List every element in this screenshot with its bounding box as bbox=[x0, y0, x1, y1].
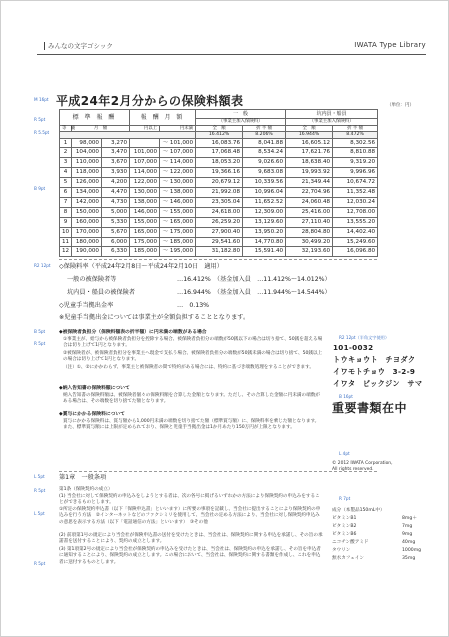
nutrition-item-name: ビタミンB2 bbox=[332, 524, 357, 529]
col-header-half2: 折 半 額 bbox=[333, 125, 378, 132]
table-cell: 8,302.56 bbox=[333, 138, 378, 148]
table-row bbox=[60, 138, 378, 148]
table-cell: 155,000 bbox=[130, 217, 160, 227]
table-cell: 10,996.04 bbox=[243, 188, 286, 198]
table-cell: 23,305.04 bbox=[196, 197, 243, 207]
table-cell: 134,000 bbox=[72, 188, 102, 198]
table-cell: 20,679.12 bbox=[196, 178, 243, 188]
spec-label-article-body: L 5pt bbox=[34, 511, 45, 516]
rates-mine-value: …16.944% （基金加入員 …11.944%〜14.544%） bbox=[177, 289, 331, 296]
table-cell: 16,096.80 bbox=[333, 247, 378, 257]
copyright-line-1: © 2012 IWATA Corporation, bbox=[332, 461, 393, 466]
table-cell: 16,083.76 bbox=[196, 138, 243, 148]
col-header-mine-sub: （事業主加入保険料） bbox=[286, 119, 378, 126]
table-cell: 1 bbox=[60, 138, 72, 148]
table-cell: 98,000 bbox=[72, 138, 102, 148]
table-cell: 142,000 bbox=[72, 197, 102, 207]
col-header-general: 一 般 bbox=[196, 110, 286, 119]
col-header-grade: 等 級 bbox=[60, 125, 72, 132]
nutrition-item bbox=[332, 556, 416, 562]
nutrition-item bbox=[332, 532, 413, 538]
rates-heading: ◇保険料率（平成24年2月8日〜平成24年2月10日 適用） bbox=[59, 263, 223, 270]
table-cell: 〜 130,000 bbox=[160, 178, 196, 188]
table-cell: 25,416.00 bbox=[286, 207, 333, 217]
note-paragraph-3: （注）①、②にかかわらず、事業主と被保険者の間で特約がある場合には、特約に基づき端数処理をすることができます。 bbox=[63, 365, 314, 370]
note-paragraph-1: ①事業主が、給与から被保険者負担分を控除する場合、被保険者負担分の端数が50銭以下の場合は切り捨て、50銭を超える場合は切り上げて1円となります。 bbox=[63, 337, 323, 349]
table-cell: 7 bbox=[60, 197, 72, 207]
premium-table-body bbox=[60, 138, 378, 257]
table-cell: 14,770.80 bbox=[243, 237, 286, 247]
page-title: 平成24年2月分からの保険料額表 bbox=[56, 94, 244, 108]
table-cell: 11,652.52 bbox=[243, 197, 286, 207]
note-paragraph-4: 納入告知書の保険料額は、被保険者個々の保険料額を合算した金額となります。ただし、その合算した金額に円未満の端数がある場合は、その端数を切り捨てた額となります。 bbox=[63, 393, 320, 405]
rate-mine-half: 8.472% bbox=[333, 132, 378, 139]
nutrition-item-amount: 9mg bbox=[402, 532, 413, 537]
table-row bbox=[60, 178, 378, 188]
premium-table bbox=[59, 109, 378, 257]
rates-general-label: 一般の被保険者等 bbox=[67, 276, 117, 283]
table-cell: 28,804.80 bbox=[286, 227, 333, 237]
table-cell: 12,708.00 bbox=[333, 207, 378, 217]
table-cell: 146,000 bbox=[130, 207, 160, 217]
table-cell: 18,638.40 bbox=[286, 158, 333, 168]
table-cell: 8,041.88 bbox=[243, 138, 286, 148]
table-cell: 30,499.20 bbox=[286, 237, 333, 247]
table-cell: 〜 138,000 bbox=[160, 188, 196, 198]
table-cell: 3 bbox=[60, 158, 72, 168]
col-header-from: 円以上 bbox=[130, 125, 160, 132]
table-cell: 6 bbox=[60, 188, 72, 198]
rate-general-full: 16.412% bbox=[196, 132, 243, 139]
table-cell: 12,309.00 bbox=[243, 207, 286, 217]
rates-general-value: …16.412% （基金加入員 …11.412%〜14.012%） bbox=[177, 276, 331, 283]
table-cell: 2 bbox=[60, 148, 72, 158]
table-cell: 175,000 bbox=[130, 237, 160, 247]
table-cell: 〜 114,000 bbox=[160, 158, 196, 168]
spec-label-article-more: R 5pt bbox=[34, 561, 46, 566]
child-allowance-label: ◇児童手当拠出金率 bbox=[59, 302, 114, 309]
table-cell: 11 bbox=[60, 237, 72, 247]
nutrition-item-name: ニコチン酸アミド bbox=[332, 540, 369, 545]
urgent-documents-label: 重要書類在中 bbox=[332, 401, 408, 415]
table-cell: 〜 195,000 bbox=[160, 247, 196, 257]
table-row bbox=[60, 247, 378, 257]
nutrition-item-name: タウリン bbox=[332, 548, 351, 553]
table-cell: 15,249.60 bbox=[333, 237, 378, 247]
note-heading-notice: ◆納入告知書の保険料額について bbox=[59, 386, 130, 391]
table-cell: 138,000 bbox=[130, 197, 160, 207]
spec-label-urgent: B 16pt bbox=[339, 394, 353, 399]
table-cell: 160,000 bbox=[72, 217, 102, 227]
table-cell: 15,591.40 bbox=[243, 247, 286, 257]
table-cell: 12 bbox=[60, 247, 72, 257]
note-paragraph-5: 賞与にかかる保険料は、賞与額から1,000円未満の端数を切り捨てた額（標準賞与額）に、保険料率を乗じた額となります。また、標準賞与額には上限が定められており、保険と児童手当拠出金は1か月あたり150万円が上限となります。 bbox=[63, 419, 320, 431]
table-cell: 16,605.12 bbox=[286, 138, 333, 148]
table-cell: 114,000 bbox=[130, 168, 160, 178]
table-row bbox=[60, 217, 378, 227]
col-header-range: 報 酬 月 額 bbox=[130, 110, 196, 126]
table-cell: 31,182.80 bbox=[196, 247, 243, 257]
table-cell: 107,000 bbox=[130, 158, 160, 168]
table-cell: 4,730 bbox=[102, 197, 130, 207]
nutrition-item bbox=[332, 540, 416, 546]
table-row bbox=[60, 227, 378, 237]
table-cell: 5,000 bbox=[102, 207, 130, 217]
section-divider bbox=[59, 259, 377, 260]
spec-label-body: B 9pt bbox=[34, 186, 46, 191]
article-paragraph-4: (3) 第1項第2号の規定により当会社が保険契約の申込みを受けたときは、当会社は、保険契約の申込を承諾し、その旨を申込者に通知することにより、保険契約の成立とします。この場合において、当会社は、保険契約に関する書類を作成し、これを申込者に送付するものとします。 bbox=[59, 547, 321, 565]
table-cell: 110,000 bbox=[72, 158, 102, 168]
table-cell: 17,068.48 bbox=[196, 148, 243, 158]
table-row bbox=[60, 168, 378, 178]
nutrition-item-amount: 7mg bbox=[402, 524, 413, 529]
table-cell: 9,026.60 bbox=[243, 158, 286, 168]
spec-label-notes-head: B 5pt bbox=[34, 329, 46, 334]
table-cell: 27,110.40 bbox=[286, 217, 333, 227]
nutrition-item-name: ビタミンB1 bbox=[332, 516, 357, 521]
table-cell: 29,541.60 bbox=[196, 237, 243, 247]
nutrition-item-amount: 35mg bbox=[402, 556, 416, 561]
nutrition-item-amount: 8mg＋ bbox=[402, 516, 417, 521]
table-cell: 24,060.48 bbox=[286, 197, 333, 207]
table-row bbox=[60, 188, 378, 198]
nutrition-item bbox=[332, 524, 413, 530]
rate-mine-full: 16.944% bbox=[286, 132, 333, 139]
nutrition-item bbox=[332, 516, 417, 522]
col-header-to: 円未満 bbox=[160, 125, 196, 132]
unit-note: （単位：円） bbox=[387, 103, 414, 108]
table-cell: 150,000 bbox=[72, 207, 102, 217]
spec-label-address: R2 12pt（半角文字使用） bbox=[339, 335, 390, 340]
table-cell: 122,000 bbox=[130, 178, 160, 188]
table-cell: 4 bbox=[60, 168, 72, 178]
table-cell: 17,621.76 bbox=[286, 148, 333, 158]
table-row bbox=[60, 148, 378, 158]
table-cell: 3,930 bbox=[102, 168, 130, 178]
table-cell: 3,470 bbox=[102, 148, 130, 158]
rates-mine-label: 坑内員・船員の被保険者 bbox=[67, 289, 136, 296]
note-heading-bonus: ◆賞与にかかる保険料について bbox=[59, 412, 125, 417]
article-subheading: 第1条（保険契約の成立） bbox=[59, 487, 113, 492]
address-line-1: トウキョウト チヨダク bbox=[333, 355, 416, 364]
table-cell: 180,000 bbox=[72, 237, 102, 247]
table-row bbox=[60, 237, 378, 247]
spec-label-rates: R2 12pt bbox=[34, 263, 51, 268]
rate-general-half: 8.206% bbox=[243, 132, 286, 139]
header-font-name: みんなの文字ゴシック bbox=[44, 42, 113, 50]
table-cell: 5,330 bbox=[102, 217, 130, 227]
spec-label-table: R 5.5pt bbox=[34, 130, 50, 135]
spec-label-copyright: L 4pt bbox=[339, 451, 350, 456]
child-allowance-note: ※児童手当拠出金については事業主が全額負担することとなります。 bbox=[59, 314, 250, 321]
table-cell: 3,270 bbox=[102, 138, 130, 148]
table-cell: 104,000 bbox=[72, 148, 102, 158]
spec-label-title: M 16pt bbox=[34, 97, 49, 102]
spec-label-notes: R 5pt bbox=[34, 341, 46, 346]
table-cell: 13,555.20 bbox=[333, 217, 378, 227]
table-cell: 32,193.60 bbox=[286, 247, 333, 257]
table-cell: 190,000 bbox=[72, 247, 102, 257]
note-paragraph-2: ②被保険者が、被保険者負担分を事業主へ現金で支払う場合、被保険者負担分の端数が50銭未満の場合は切り捨て、50銭以上の場合は切り上げて1円となります。 bbox=[63, 351, 323, 363]
nutrition-item-name: 無水カフェイン bbox=[332, 556, 364, 561]
table-cell: 5,670 bbox=[102, 227, 130, 237]
copyright-line-2: All rights reserved. bbox=[332, 467, 374, 472]
nutrition-item bbox=[332, 548, 422, 554]
table-cell: 4,470 bbox=[102, 188, 130, 198]
table-cell: 〜 185,000 bbox=[160, 237, 196, 247]
child-allowance-value: … 0.13% bbox=[177, 302, 210, 309]
table-cell: 126,000 bbox=[72, 178, 102, 188]
table-row bbox=[60, 207, 378, 217]
col-header-half: 折 半 額 bbox=[243, 125, 286, 132]
table-cell: 27,900.40 bbox=[196, 227, 243, 237]
table-cell: 〜 155,000 bbox=[160, 207, 196, 217]
col-header-mine: 坑内員・船員 bbox=[286, 110, 378, 119]
table-cell: 165,000 bbox=[130, 227, 160, 237]
table-cell: 12,030.24 bbox=[333, 197, 378, 207]
article-heading: 第1章 一般条項 bbox=[59, 474, 107, 481]
table-cell: 6,000 bbox=[102, 237, 130, 247]
nutrition-title: 成分（本製品150mL中） bbox=[332, 508, 385, 513]
col-header-full2: 全 額 bbox=[286, 125, 333, 132]
table-row bbox=[60, 158, 378, 168]
table-cell: 9,319.20 bbox=[333, 158, 378, 168]
table-cell: 10,339.56 bbox=[243, 178, 286, 188]
header-rule bbox=[37, 54, 426, 55]
col-header-standard: 標 準 報 酬 bbox=[60, 110, 130, 126]
table-row bbox=[60, 197, 378, 207]
table-cell: 185,000 bbox=[130, 247, 160, 257]
table-cell: 10,674.72 bbox=[333, 178, 378, 188]
table-cell: 4,200 bbox=[102, 178, 130, 188]
table-cell: 22,704.96 bbox=[286, 188, 333, 198]
table-cell: 19,366.16 bbox=[196, 168, 243, 178]
table-cell: 8,534.24 bbox=[243, 148, 286, 158]
note-heading-fraction: ◆被保険者負担分（保険料額表の折半額）に円未満の端数がある場合 bbox=[59, 330, 207, 335]
col-header-general-sub: （事業主加入保険料） bbox=[196, 119, 286, 126]
nutrition-item-amount: 1000mg bbox=[402, 548, 422, 553]
spec-label-article-sub: R 5pt bbox=[34, 488, 46, 493]
table-cell: 9 bbox=[60, 217, 72, 227]
article-paragraph-1: (1) 当会社に対して保険契約の申込みをしようとする者は、次の各号に掲げるいずれかの方法により保険契約の申込みをすることができるものとします。 bbox=[59, 494, 320, 506]
table-cell: 101,000 bbox=[130, 148, 160, 158]
spec-label-article-head: L 5pt bbox=[34, 474, 45, 479]
table-cell: 8 bbox=[60, 207, 72, 217]
spec-label-nutrition: R 7pt bbox=[339, 496, 351, 501]
table-cell: 3,670 bbox=[102, 158, 130, 168]
table-cell: 13,950.20 bbox=[243, 227, 286, 237]
table-cell: 10 bbox=[60, 227, 72, 237]
table-cell: 〜 175,000 bbox=[160, 227, 196, 237]
table-cell: 5 bbox=[60, 178, 72, 188]
table-cell: 26,259.20 bbox=[196, 217, 243, 227]
table-cell: 170,000 bbox=[72, 227, 102, 237]
table-cell: 13,129.60 bbox=[243, 217, 286, 227]
article-divider bbox=[59, 471, 377, 472]
table-cell: 118,000 bbox=[72, 168, 102, 178]
table-cell: 9,996.96 bbox=[333, 168, 378, 178]
table-cell: 21,992.08 bbox=[196, 188, 243, 198]
table-cell: 〜 165,000 bbox=[160, 217, 196, 227]
table-cell: 21,349.44 bbox=[286, 178, 333, 188]
table-cell: 〜 101,000 bbox=[160, 138, 196, 148]
table-cell: 6,330 bbox=[102, 247, 130, 257]
address-line-3: イワタ ビックジン サマ bbox=[333, 379, 423, 388]
nutrition-item-amount: 40mg bbox=[402, 540, 416, 545]
address-line-2: イワモトチョウ 3-2-9 bbox=[333, 367, 416, 376]
table-cell: 11,352.48 bbox=[333, 188, 378, 198]
table-cell: 9,683.08 bbox=[243, 168, 286, 178]
table-cell: 〜 122,000 bbox=[160, 168, 196, 178]
article-paragraph-3: (2) 前項第1号の規定により当会社が保険申込書の送付を受けたときは、当会社は、保険契約に関する申込を承諾し、その旨の承諾書を送付することにより、契約の成立とします。 bbox=[59, 533, 323, 545]
table-cell: 14,402.40 bbox=[333, 227, 378, 237]
table-cell: 〜 146,000 bbox=[160, 197, 196, 207]
col-header-full: 全 額 bbox=[196, 125, 243, 132]
postal-code: 101-0032 bbox=[333, 343, 374, 352]
col-header-monthly: 月 額 bbox=[72, 125, 130, 132]
header-library-name: IWATA Type Library bbox=[354, 41, 426, 49]
table-cell: 19,993.92 bbox=[286, 168, 333, 178]
article-paragraph-2: ①所定の保険契約申込書（以下「保険申込書」といいます）に所要の事項を記載し、当会社に提出することにより保険契約の申込みを行う方法 ②インターネットなどのファクシミリを使用して、当会社の定める方法により、当会社に対し保険契約申込みの意思を表示する方法（以下「電話通信の方法」といいます） ③その他 bbox=[59, 507, 321, 525]
table-cell: 〜 107,000 bbox=[160, 148, 196, 158]
table-cell: 130,000 bbox=[130, 188, 160, 198]
table-cell: 24,618.00 bbox=[196, 207, 243, 217]
table-cell: 8,810.88 bbox=[333, 148, 378, 158]
nutrition-item-name: ビタミンB6 bbox=[332, 532, 357, 537]
table-cell: 18,053.20 bbox=[196, 158, 243, 168]
table-cell bbox=[130, 138, 160, 148]
spec-label-unit: R 5pt bbox=[34, 117, 46, 122]
